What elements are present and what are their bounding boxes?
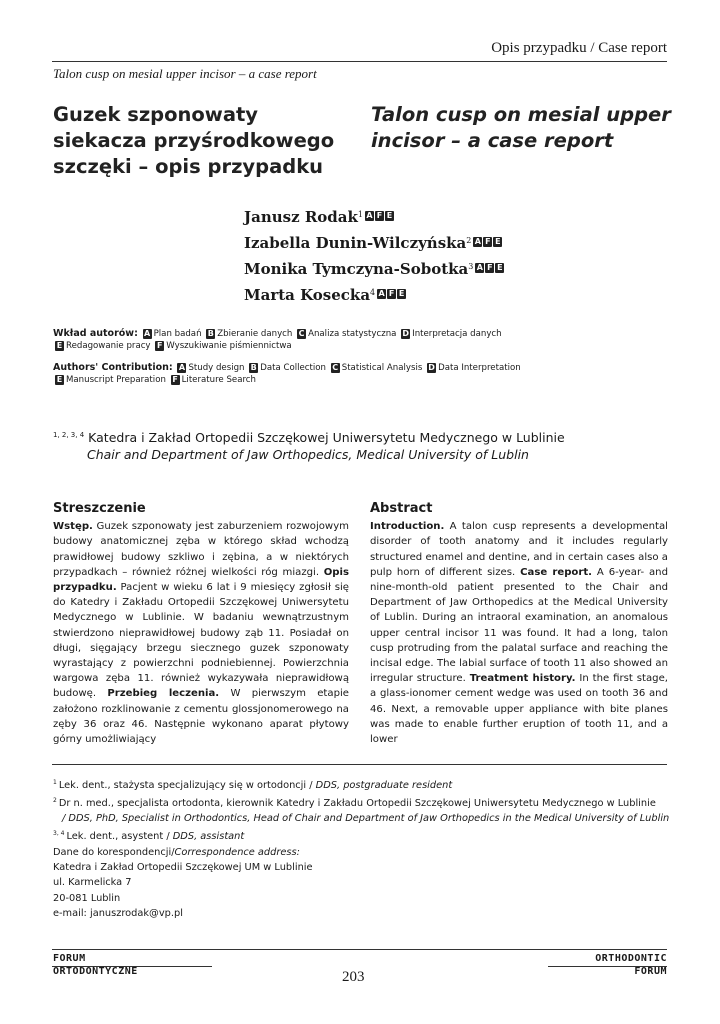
- contribution-key: A: [178, 363, 186, 372]
- correspondence-label: Dane do korespondencji/: [53, 847, 175, 858]
- author-name: Izabella Dunin-Wilczyńska: [244, 234, 467, 252]
- contribution-text: Manuscript Preparation: [66, 375, 166, 385]
- footnote-item: [53, 793, 693, 811]
- contribution-key: B: [207, 329, 214, 338]
- contributions-polish: [53, 328, 673, 352]
- contribution-text: Study design: [188, 363, 245, 373]
- contribution-text: Redagowanie pracy: [66, 341, 151, 351]
- role-badge: F: [485, 237, 491, 246]
- footer-rule-top: [52, 949, 667, 950]
- contribution-text: Zbieranie danych: [217, 329, 293, 339]
- author-item: [244, 281, 505, 307]
- author-sup: 4: [370, 288, 376, 297]
- author-list: [244, 203, 505, 307]
- body-text: Guzek szponowaty jest zaburzeniem rozwojowym budowy anatomicznej zęba w którego skład wchodzą prawidłowej budowy szkliwo i zębina, a w niektórych przypadkach – również różnej wielkości róg miazgi.: [53, 521, 349, 578]
- header-rule: [52, 61, 667, 62]
- running-title: Talon cusp on mesial upper incisor – a case report: [53, 66, 317, 81]
- role-badge: E: [495, 237, 501, 246]
- body-text: W pierwszym etapie założono rozklinowanie z cementu glossjonomerowego na zęby 36 oraz 46. Następnie wykonano aparat płytowy górny umożliwiający: [53, 688, 349, 746]
- section-lead: Wstęp.: [53, 521, 93, 533]
- contribution-text: Wyszukiwanie piśmiennictwa: [166, 341, 292, 351]
- page-number: 203: [342, 969, 365, 985]
- journal-name-right: [595, 952, 667, 978]
- contribution-key: A: [144, 329, 151, 338]
- contribution-text: Interpretacja danych: [412, 329, 502, 339]
- footnote-sup: 2: [53, 797, 57, 804]
- affiliation-polish: Katedra i Zakład Ortopedii Szczękowej Uniwersytetu Medycznego w Lublinie: [88, 430, 565, 445]
- journal-name-line: FORUM: [634, 966, 667, 977]
- correspondence-line: Katedra i Zakład Ortopedii Szczękowej UM w Lublinie: [53, 862, 313, 874]
- footnote-text: Dr n. med., specjalista ortodonta, kierownik Katedry i Zakładu Ortopedii Szczękowej Uniwersytetu Medycznego w Lublinie: [58, 798, 656, 809]
- affiliation-sup: 1, 2, 3, 4: [53, 431, 85, 439]
- correspondence-line: ul. Karmelicka 7: [53, 877, 132, 889]
- footnote-text-en: / DDS, PhD, Specialist in Orthodontics, Head of Chair and Department of Jaw Orthopedics in the Medical University of Lublin: [62, 813, 670, 824]
- journal-name-line: FORUM: [53, 953, 86, 964]
- footnote-text-en: DDS, postgraduate resident: [315, 780, 453, 791]
- streszczenie-column: [53, 501, 349, 747]
- correspondence: [53, 845, 313, 921]
- role-badge: A: [476, 263, 483, 272]
- streszczenie-text: [53, 519, 349, 747]
- abstract-text: [370, 519, 668, 747]
- footnote-text: Lek. dent., asystent /: [66, 831, 173, 842]
- contribution-key: C: [332, 363, 339, 372]
- contribution-text: Analiza statystyczna: [308, 329, 397, 339]
- body-text: Pacjent w wieku 6 lat i 9 miesięcy zgłosił się do Katedry i Zakładu Ortopedii Szczękowej Uniwersytetu Medycznego w Lublinie. W badaniu wewnątrzustnym stwierdzono nieprawidłowej budowy ząb 11. Posiadał on długi, sięgający brzegu siecznego guzek szponowaty wyrastający z powierzchni podniebiennej. Powierzchnia wargowa zęba 11. również wykazywała nieprawidłową budowę.: [53, 582, 349, 700]
- author-name: Marta Kosecka: [244, 286, 371, 304]
- footnote-item: [53, 811, 693, 826]
- footnotes: [53, 775, 693, 844]
- contribution-text: Literature Search: [181, 375, 256, 385]
- affiliation: [53, 427, 565, 463]
- contributions-label: Authors' Contribution:: [53, 362, 173, 373]
- abstract-heading: Abstract: [370, 501, 433, 516]
- role-badge: A: [474, 237, 481, 246]
- contribution-text: Plan badań: [153, 329, 202, 339]
- section-lead: Treatment history.: [469, 673, 576, 685]
- section-lead: Case report.: [520, 566, 592, 578]
- contribution-text: Data Collection: [260, 363, 326, 373]
- role-badge: E: [398, 289, 405, 298]
- contribution-text: Statistical Analysis: [341, 363, 423, 373]
- section-label: Opis przypadku / Case report: [491, 40, 667, 56]
- footnote-item: [53, 826, 693, 844]
- footnote-text-en: DDS, assistant: [172, 831, 245, 842]
- contribution-text: Data Interpretation: [438, 363, 521, 373]
- author-name: Janusz Rodak: [244, 208, 358, 226]
- correspondence-line: 20-081 Lublin: [53, 892, 121, 904]
- contribution-key: F: [172, 375, 178, 384]
- role-badge: F: [376, 211, 383, 220]
- contributions-label: Wkład autorów:: [53, 328, 138, 339]
- body-text: A 6-year- and nine-month-old patient presented to the Chair and Department of Jaw Orthopedics at the Medical University of Lublin. During an intraoral examination, an anomalous upper central incisor 11 was found. It had a long, talon cusp protruding from the palatal surface and reaching the incisal edge. The labial surface of tooth 11 also showed an irregular structure.: [370, 566, 668, 685]
- section-lead: Introduction.: [370, 521, 445, 533]
- contribution-key: F: [157, 341, 163, 350]
- title-english: Talon cusp on mesial upper incisor – a case report: [371, 103, 671, 152]
- correspondence-email: e-mail: januszrodak@vp.pl: [53, 907, 183, 919]
- affiliation-english: Chair and Department of Jaw Orthopedics, Medical University of Lublin: [87, 447, 529, 462]
- author-sup: 3: [468, 262, 474, 271]
- author-sup: 1: [357, 210, 363, 219]
- contribution-key: E: [56, 375, 63, 384]
- abstract-column: [370, 501, 668, 747]
- section-lead: Przebieg leczenia.: [107, 688, 220, 700]
- footnote-rule: [52, 764, 667, 765]
- contribution-key: D: [428, 363, 435, 372]
- journal-name-line: ORTHODONTIC: [595, 953, 667, 964]
- journal-name-line: ORTODONTYCZNE: [53, 966, 138, 977]
- role-badge: F: [487, 263, 493, 272]
- footnote-item: [53, 775, 693, 793]
- correspondence-label-en: Correspondence address:: [174, 847, 300, 858]
- role-badge: E: [386, 211, 393, 220]
- streszczenie-heading: Streszczenie: [53, 501, 146, 516]
- author-item: [244, 203, 505, 229]
- author-sup: 2: [466, 236, 472, 245]
- author-item: [244, 255, 505, 281]
- contribution-key: E: [56, 341, 63, 350]
- role-badge: A: [378, 289, 385, 298]
- author-item: [244, 229, 505, 255]
- author-name: Monika Tymczyna-Sobotka: [244, 260, 469, 278]
- contribution-key: D: [402, 329, 409, 338]
- footnote-text: Lek. dent., stażysta specjalizujący się w ortodoncji /: [58, 780, 316, 791]
- footnote-sup: 1: [53, 779, 57, 786]
- role-badge: E: [497, 263, 503, 272]
- footnote-sup: 3, 4: [53, 830, 65, 837]
- contribution-key: C: [298, 329, 305, 338]
- body-text: A talon cusp represents a developmental disorder of tooth anatomy and it includes regularly structured enamel and dentine, and in certain cases also a pulp horn of different sizes.: [370, 521, 668, 578]
- contributions-english: [53, 362, 673, 386]
- contribution-key: B: [250, 363, 257, 372]
- title-polish: Guzek szponowaty siekacza przyśrodkowego szczęki – opis przypadku: [53, 103, 335, 178]
- journal-name-left: [53, 952, 138, 978]
- role-badge: F: [388, 289, 395, 298]
- section-lead: Opis przypadku.: [53, 566, 349, 594]
- body-text: In the first stage, a glass-ionomer cement wedge was used on tooth 36 and 46. Next, a removable upper appliance with bite planes was made to enable further eruption of tooth 11, and a lower: [370, 673, 668, 746]
- role-badge: A: [366, 211, 373, 220]
